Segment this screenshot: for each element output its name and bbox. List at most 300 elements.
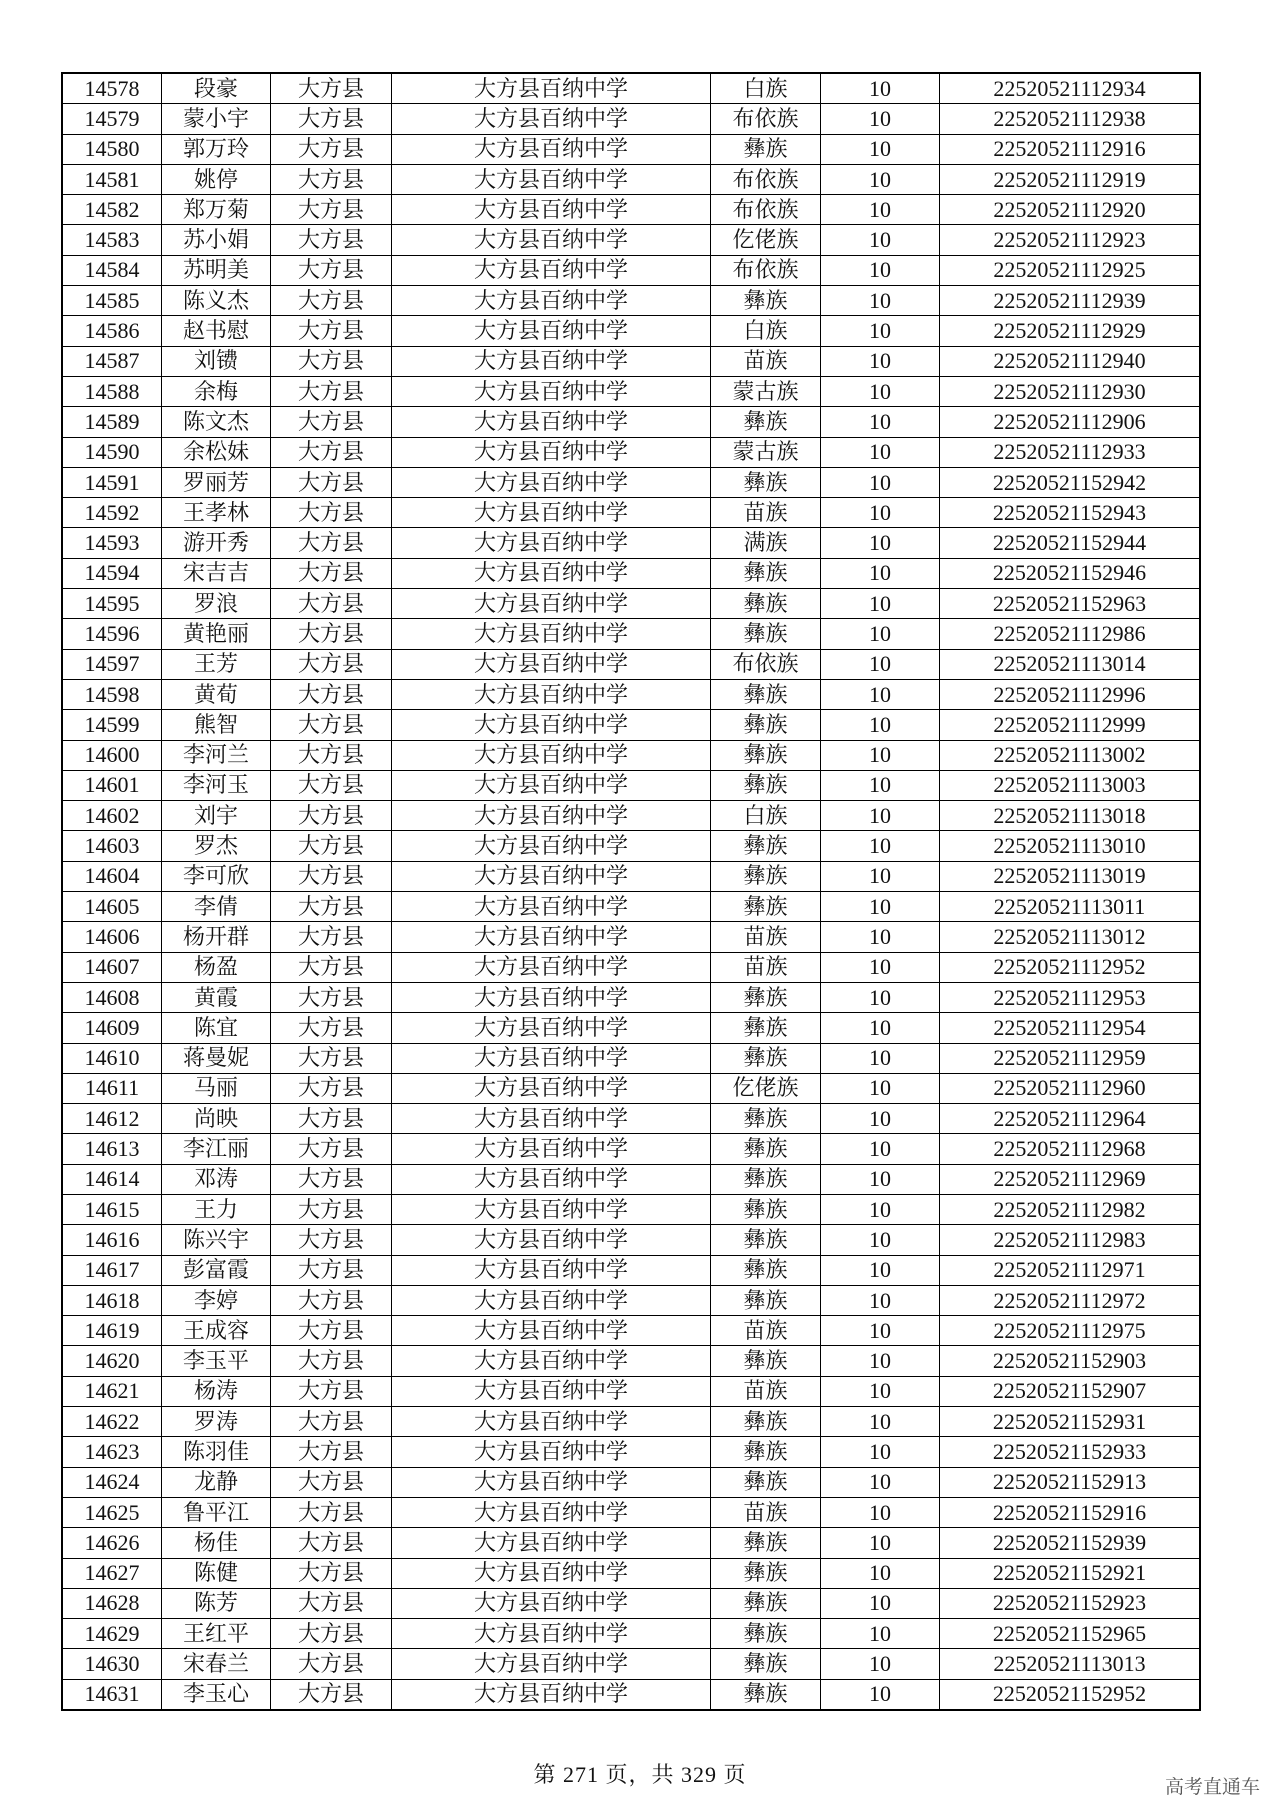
table-row	[62, 1376, 1200, 1406]
student-id-cell: 22520521112923	[940, 225, 1201, 255]
student-name-cell: 杨开群	[162, 922, 271, 952]
ethnicity-cell: 布依族	[711, 649, 821, 679]
ethnicity-cell: 满族	[711, 528, 821, 558]
ethnicity-cell: 苗族	[711, 498, 821, 528]
student-name-cell: 杨佳	[162, 1528, 271, 1558]
table-row	[62, 1407, 1200, 1437]
table-body	[62, 73, 1200, 1710]
student-id-cell: 22520521152939	[940, 1528, 1201, 1558]
school-cell: 大方县百纳中学	[392, 316, 711, 346]
county-cell: 大方县	[271, 1285, 392, 1315]
table-row	[62, 225, 1200, 255]
school-cell: 大方县百纳中学	[392, 437, 711, 467]
ethnicity-cell: 彝族	[711, 861, 821, 891]
county-cell: 大方县	[271, 1497, 392, 1527]
student-id-cell: 22520521112953	[940, 982, 1201, 1012]
row-number-cell: 14593	[62, 528, 162, 558]
grade-cell: 10	[821, 498, 940, 528]
student-name-cell: 尚映	[162, 1104, 271, 1134]
grade-cell: 10	[821, 1073, 940, 1103]
table-row	[62, 952, 1200, 982]
student-name-cell: 王孝林	[162, 498, 271, 528]
table-row	[62, 1558, 1200, 1588]
table-row	[62, 1134, 1200, 1164]
student-id-cell: 22520521112996	[940, 679, 1201, 709]
row-number-cell: 14608	[62, 982, 162, 1012]
table-row	[62, 437, 1200, 467]
student-name-cell: 陈宜	[162, 1013, 271, 1043]
watermark: 高考直通车	[1164, 1776, 1260, 1798]
ethnicity-cell: 彝族	[711, 1346, 821, 1376]
school-cell: 大方县百纳中学	[392, 1588, 711, 1618]
school-cell: 大方县百纳中学	[392, 1104, 711, 1134]
school-cell: 大方县百纳中学	[392, 1134, 711, 1164]
student-id-cell: 22520521112960	[940, 1073, 1201, 1103]
county-cell: 大方县	[271, 286, 392, 316]
row-number-cell: 14604	[62, 861, 162, 891]
row-number-cell: 14582	[62, 195, 162, 225]
student-name-cell: 余梅	[162, 376, 271, 406]
student-id-cell: 22520521112916	[940, 134, 1201, 164]
table-row	[62, 1528, 1200, 1558]
table-row	[62, 195, 1200, 225]
county-cell: 大方县	[271, 589, 392, 619]
student-id-cell: 22520521112983	[940, 1225, 1201, 1255]
student-name-cell: 杨涛	[162, 1376, 271, 1406]
student-name-cell: 姚停	[162, 164, 271, 194]
ethnicity-cell: 彝族	[711, 710, 821, 740]
ethnicity-cell: 彝族	[711, 1194, 821, 1224]
row-number-cell: 14596	[62, 619, 162, 649]
county-cell: 大方县	[271, 1194, 392, 1224]
county-cell: 大方县	[271, 1134, 392, 1164]
grade-cell: 10	[821, 831, 940, 861]
student-name-cell: 龙静	[162, 1467, 271, 1497]
student-id-cell: 22520521112959	[940, 1043, 1201, 1073]
grade-cell: 10	[821, 770, 940, 800]
row-number-cell: 14590	[62, 437, 162, 467]
table-row	[62, 286, 1200, 316]
table-row	[62, 104, 1200, 134]
row-number-cell: 14628	[62, 1588, 162, 1618]
student-id-cell: 22520521112999	[940, 710, 1201, 740]
row-number-cell: 14578	[62, 73, 162, 104]
student-name-cell: 李河玉	[162, 770, 271, 800]
table-row	[62, 1255, 1200, 1285]
student-id-cell: 22520521112986	[940, 619, 1201, 649]
row-number-cell: 14631	[62, 1679, 162, 1710]
grade-cell: 10	[821, 1588, 940, 1618]
grade-cell: 10	[821, 1134, 940, 1164]
county-cell: 大方县	[271, 1558, 392, 1588]
school-cell: 大方县百纳中学	[392, 1437, 711, 1467]
table-row	[62, 892, 1200, 922]
table-row	[62, 528, 1200, 558]
county-cell: 大方县	[271, 892, 392, 922]
county-cell: 大方县	[271, 1225, 392, 1255]
row-number-cell: 14599	[62, 710, 162, 740]
grade-cell: 10	[821, 225, 940, 255]
ethnicity-cell: 彝族	[711, 1255, 821, 1285]
row-number-cell: 14615	[62, 1194, 162, 1224]
table-row	[62, 1104, 1200, 1134]
student-id-cell: 22520521112940	[940, 346, 1201, 376]
grade-cell: 10	[821, 286, 940, 316]
table-row	[62, 467, 1200, 497]
student-id-cell: 22520521113014	[940, 649, 1201, 679]
county-cell: 大方县	[271, 1073, 392, 1103]
school-cell: 大方县百纳中学	[392, 922, 711, 952]
school-cell: 大方县百纳中学	[392, 407, 711, 437]
grade-cell: 10	[821, 1164, 940, 1194]
school-cell: 大方县百纳中学	[392, 1346, 711, 1376]
student-name-cell: 段豪	[162, 73, 271, 104]
grade-cell: 10	[821, 407, 940, 437]
table-row	[62, 164, 1200, 194]
student-id-cell: 22520521112920	[940, 195, 1201, 225]
row-number-cell: 14621	[62, 1376, 162, 1406]
table-row	[62, 1497, 1200, 1527]
row-number-cell: 14606	[62, 922, 162, 952]
ethnicity-cell: 彝族	[711, 1679, 821, 1710]
student-id-cell: 22520521152921	[940, 1558, 1201, 1588]
county-cell: 大方县	[271, 1376, 392, 1406]
student-name-cell: 彭富霞	[162, 1255, 271, 1285]
table-row	[62, 982, 1200, 1012]
student-id-cell: 22520521113003	[940, 770, 1201, 800]
row-number-cell: 14594	[62, 558, 162, 588]
grade-cell: 10	[821, 195, 940, 225]
school-cell: 大方县百纳中学	[392, 649, 711, 679]
student-name-cell: 余松妹	[162, 437, 271, 467]
grade-cell: 10	[821, 104, 940, 134]
school-cell: 大方县百纳中学	[392, 1407, 711, 1437]
county-cell: 大方县	[271, 225, 392, 255]
grade-cell: 10	[821, 1437, 940, 1467]
row-number-cell: 14581	[62, 164, 162, 194]
student-name-cell: 苏明美	[162, 255, 271, 285]
school-cell: 大方县百纳中学	[392, 528, 711, 558]
grade-cell: 10	[821, 1316, 940, 1346]
row-number-cell: 14598	[62, 679, 162, 709]
table-row	[62, 1649, 1200, 1679]
student-id-cell: 22520521113002	[940, 740, 1201, 770]
student-id-cell: 22520521112954	[940, 1013, 1201, 1043]
row-number-cell: 14617	[62, 1255, 162, 1285]
student-id-cell: 22520521152933	[940, 1437, 1201, 1467]
ethnicity-cell: 彝族	[711, 1528, 821, 1558]
school-cell: 大方县百纳中学	[392, 861, 711, 891]
student-id-cell: 22520521152942	[940, 467, 1201, 497]
school-cell: 大方县百纳中学	[392, 1013, 711, 1043]
ethnicity-cell: 白族	[711, 73, 821, 104]
student-name-cell: 蒙小宇	[162, 104, 271, 134]
school-cell: 大方县百纳中学	[392, 1194, 711, 1224]
grade-cell: 10	[821, 437, 940, 467]
school-cell: 大方县百纳中学	[392, 134, 711, 164]
grade-cell: 10	[821, 1407, 940, 1437]
grade-cell: 10	[821, 1194, 940, 1224]
school-cell: 大方县百纳中学	[392, 346, 711, 376]
school-cell: 大方县百纳中学	[392, 255, 711, 285]
student-name-cell: 刘镄	[162, 346, 271, 376]
table-row	[62, 1588, 1200, 1618]
table-row	[62, 1073, 1200, 1103]
grade-cell: 10	[821, 1649, 940, 1679]
school-cell: 大方县百纳中学	[392, 831, 711, 861]
county-cell: 大方县	[271, 1437, 392, 1467]
ethnicity-cell: 彝族	[711, 589, 821, 619]
student-name-cell: 陈芳	[162, 1588, 271, 1618]
county-cell: 大方县	[271, 679, 392, 709]
school-cell: 大方县百纳中学	[392, 619, 711, 649]
row-number-cell: 14614	[62, 1164, 162, 1194]
table-row	[62, 346, 1200, 376]
grade-cell: 10	[821, 316, 940, 346]
row-number-cell: 14627	[62, 1558, 162, 1588]
ethnicity-cell: 彝族	[711, 1164, 821, 1194]
table-row	[62, 831, 1200, 861]
student-id-cell: 22520521112975	[940, 1316, 1201, 1346]
grade-cell: 10	[821, 710, 940, 740]
student-id-cell: 22520521152963	[940, 589, 1201, 619]
ethnicity-cell: 彝族	[711, 1104, 821, 1134]
ethnicity-cell: 蒙古族	[711, 376, 821, 406]
county-cell: 大方县	[271, 1013, 392, 1043]
county-cell: 大方县	[271, 1467, 392, 1497]
table-row	[62, 1285, 1200, 1315]
ethnicity-cell: 彝族	[711, 286, 821, 316]
grade-cell: 10	[821, 164, 940, 194]
ethnicity-cell: 彝族	[711, 770, 821, 800]
grade-cell: 10	[821, 1013, 940, 1043]
county-cell: 大方县	[271, 1164, 392, 1194]
student-id-cell: 22520521113011	[940, 892, 1201, 922]
school-cell: 大方县百纳中学	[392, 1679, 711, 1710]
student-id-cell: 22520521152913	[940, 1467, 1201, 1497]
grade-cell: 10	[821, 619, 940, 649]
ethnicity-cell: 苗族	[711, 922, 821, 952]
school-cell: 大方县百纳中学	[392, 73, 711, 104]
table-row	[62, 649, 1200, 679]
student-name-cell: 王力	[162, 1194, 271, 1224]
student-id-cell: 22520521152916	[940, 1497, 1201, 1527]
row-number-cell: 14616	[62, 1225, 162, 1255]
student-name-cell: 宋春兰	[162, 1649, 271, 1679]
table-row	[62, 1619, 1200, 1649]
table-row	[62, 1437, 1200, 1467]
student-name-cell: 李河兰	[162, 740, 271, 770]
table-row	[62, 1316, 1200, 1346]
county-cell: 大方县	[271, 195, 392, 225]
student-id-cell: 22520521152946	[940, 558, 1201, 588]
student-name-cell: 陈文杰	[162, 407, 271, 437]
ethnicity-cell: 彝族	[711, 558, 821, 588]
county-cell: 大方县	[271, 1104, 392, 1134]
county-cell: 大方县	[271, 255, 392, 285]
student-id-cell: 22520521152907	[940, 1376, 1201, 1406]
ethnicity-cell: 彝族	[711, 1043, 821, 1073]
student-name-cell: 陈兴宇	[162, 1225, 271, 1255]
student-id-cell: 22520521113013	[940, 1649, 1201, 1679]
school-cell: 大方县百纳中学	[392, 104, 711, 134]
row-number-cell: 14612	[62, 1104, 162, 1134]
row-number-cell: 14613	[62, 1134, 162, 1164]
grade-cell: 10	[821, 346, 940, 376]
school-cell: 大方县百纳中学	[392, 801, 711, 831]
row-number-cell: 14586	[62, 316, 162, 346]
student-name-cell: 罗丽芳	[162, 467, 271, 497]
ethnicity-cell: 彝族	[711, 1467, 821, 1497]
grade-cell: 10	[821, 1679, 940, 1710]
ethnicity-cell: 彝族	[711, 1588, 821, 1618]
row-number-cell: 14624	[62, 1467, 162, 1497]
row-number-cell: 14584	[62, 255, 162, 285]
table-row	[62, 1467, 1200, 1497]
row-number-cell: 14619	[62, 1316, 162, 1346]
row-number-cell: 14583	[62, 225, 162, 255]
student-name-cell: 黄荀	[162, 679, 271, 709]
ethnicity-cell: 彝族	[711, 1134, 821, 1164]
county-cell: 大方县	[271, 346, 392, 376]
county-cell: 大方县	[271, 770, 392, 800]
school-cell: 大方县百纳中学	[392, 558, 711, 588]
ethnicity-cell: 彝族	[711, 740, 821, 770]
page-number: 第 271 页，共 329 页	[533, 1762, 747, 1787]
county-cell: 大方县	[271, 558, 392, 588]
school-cell: 大方县百纳中学	[392, 1043, 711, 1073]
student-name-cell: 鲁平江	[162, 1497, 271, 1527]
county-cell: 大方县	[271, 73, 392, 104]
school-cell: 大方县百纳中学	[392, 498, 711, 528]
row-number-cell: 14597	[62, 649, 162, 679]
table-row	[62, 740, 1200, 770]
ethnicity-cell: 彝族	[711, 619, 821, 649]
grade-cell: 10	[821, 558, 940, 588]
row-number-cell: 14579	[62, 104, 162, 134]
grade-cell: 10	[821, 1467, 940, 1497]
school-cell: 大方县百纳中学	[392, 892, 711, 922]
ethnicity-cell: 白族	[711, 801, 821, 831]
grade-cell: 10	[821, 528, 940, 558]
student-name-cell: 李婷	[162, 1285, 271, 1315]
county-cell: 大方县	[271, 831, 392, 861]
student-name-cell: 赵书慰	[162, 316, 271, 346]
ethnicity-cell: 彝族	[711, 679, 821, 709]
school-cell: 大方县百纳中学	[392, 376, 711, 406]
student-name-cell: 王红平	[162, 1619, 271, 1649]
ethnicity-cell: 彝族	[711, 892, 821, 922]
county-cell: 大方县	[271, 1407, 392, 1437]
student-name-cell: 马丽	[162, 1073, 271, 1103]
student-name-cell: 刘宇	[162, 801, 271, 831]
row-number-cell: 14626	[62, 1528, 162, 1558]
student-list-table	[61, 72, 1201, 1711]
row-number-cell: 14580	[62, 134, 162, 164]
student-name-cell: 郑万菊	[162, 195, 271, 225]
school-cell: 大方县百纳中学	[392, 1225, 711, 1255]
school-cell: 大方县百纳中学	[392, 982, 711, 1012]
row-number-cell: 14610	[62, 1043, 162, 1073]
student-name-cell: 罗浪	[162, 589, 271, 619]
row-number-cell: 14622	[62, 1407, 162, 1437]
table-row	[62, 1164, 1200, 1194]
county-cell: 大方县	[271, 1316, 392, 1346]
ethnicity-cell: 蒙古族	[711, 437, 821, 467]
student-name-cell: 陈羽佳	[162, 1437, 271, 1467]
school-cell: 大方县百纳中学	[392, 679, 711, 709]
school-cell: 大方县百纳中学	[392, 467, 711, 497]
school-cell: 大方县百纳中学	[392, 1497, 711, 1527]
school-cell: 大方县百纳中学	[392, 1376, 711, 1406]
row-number-cell: 14609	[62, 1013, 162, 1043]
ethnicity-cell: 仡佬族	[711, 225, 821, 255]
grade-cell: 10	[821, 1225, 940, 1255]
row-number-cell: 14607	[62, 952, 162, 982]
table-row	[62, 1043, 1200, 1073]
student-name-cell: 陈健	[162, 1558, 271, 1588]
student-id-cell: 22520521112969	[940, 1164, 1201, 1194]
table-row	[62, 710, 1200, 740]
table-row	[62, 255, 1200, 285]
county-cell: 大方县	[271, 498, 392, 528]
student-id-cell: 22520521112906	[940, 407, 1201, 437]
row-number-cell: 14620	[62, 1346, 162, 1376]
grade-cell: 10	[821, 1285, 940, 1315]
grade-cell: 10	[821, 922, 940, 952]
row-number-cell: 14595	[62, 589, 162, 619]
county-cell: 大方县	[271, 710, 392, 740]
grade-cell: 10	[821, 73, 940, 104]
grade-cell: 10	[821, 1104, 940, 1134]
student-id-cell: 22520521112938	[940, 104, 1201, 134]
school-cell: 大方县百纳中学	[392, 286, 711, 316]
row-number-cell: 14601	[62, 770, 162, 800]
table-row	[62, 619, 1200, 649]
ethnicity-cell: 彝族	[711, 831, 821, 861]
student-id-cell: 22520521112929	[940, 316, 1201, 346]
student-name-cell: 黄霞	[162, 982, 271, 1012]
school-cell: 大方县百纳中学	[392, 1255, 711, 1285]
table-row	[62, 407, 1200, 437]
school-cell: 大方县百纳中学	[392, 710, 711, 740]
row-number-cell: 14600	[62, 740, 162, 770]
grade-cell: 10	[821, 1619, 940, 1649]
school-cell: 大方县百纳中学	[392, 164, 711, 194]
ethnicity-cell: 彝族	[711, 467, 821, 497]
school-cell: 大方县百纳中学	[392, 952, 711, 982]
student-name-cell: 黄艳丽	[162, 619, 271, 649]
ethnicity-cell: 彝族	[711, 1407, 821, 1437]
row-number-cell: 14602	[62, 801, 162, 831]
row-number-cell: 14589	[62, 407, 162, 437]
row-number-cell: 14625	[62, 1497, 162, 1527]
table-row	[62, 1679, 1200, 1710]
ethnicity-cell: 苗族	[711, 1376, 821, 1406]
ethnicity-cell: 苗族	[711, 1316, 821, 1346]
table-row	[62, 1013, 1200, 1043]
student-name-cell: 邓涛	[162, 1164, 271, 1194]
county-cell: 大方县	[271, 649, 392, 679]
grade-cell: 10	[821, 134, 940, 164]
table-row	[62, 134, 1200, 164]
school-cell: 大方县百纳中学	[392, 1467, 711, 1497]
student-name-cell: 李倩	[162, 892, 271, 922]
student-id-cell: 22520521112952	[940, 952, 1201, 982]
table-row	[62, 1225, 1200, 1255]
row-number-cell: 14588	[62, 376, 162, 406]
student-name-cell: 李江丽	[162, 1134, 271, 1164]
